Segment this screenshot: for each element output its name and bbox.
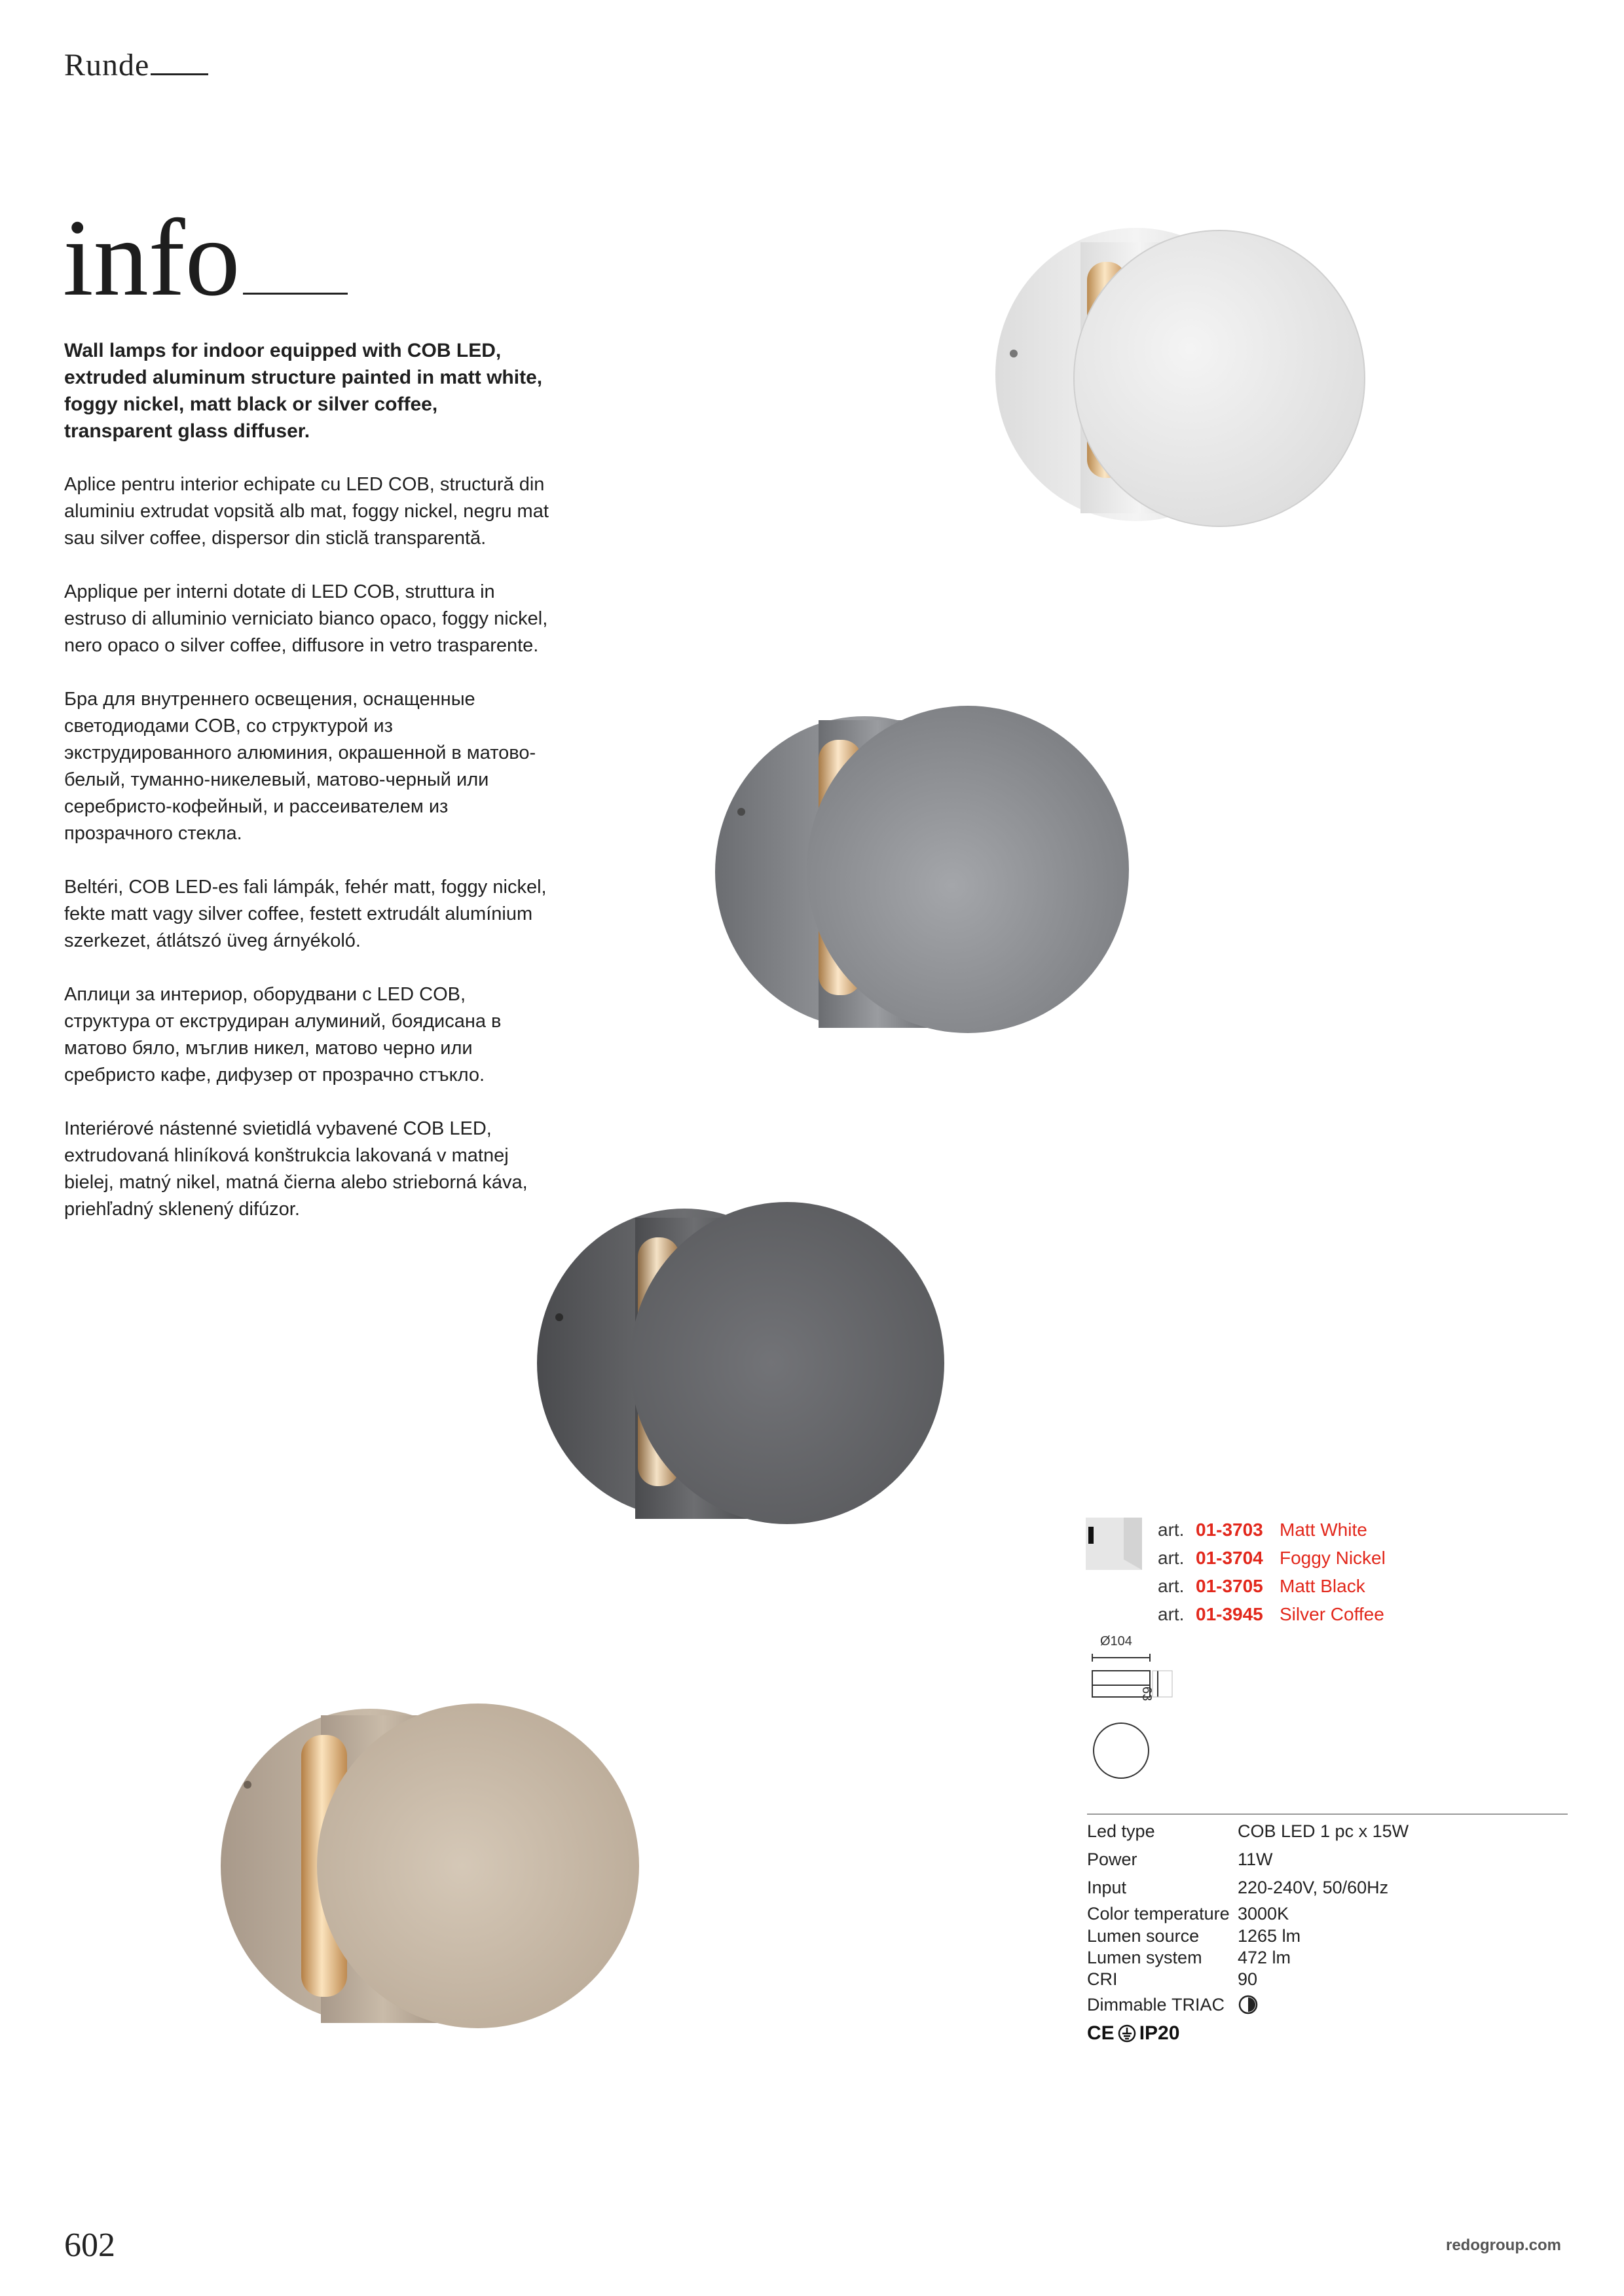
description-en: Wall lamps for indoor equipped with COB LED, extruded aluminum structure painted in matt white, foggy nickel, matt black or silver coffee, transparent glass diffuser. <box>64 340 543 442</box>
article-code: 01-3945 <box>1196 1604 1263 1624</box>
dimension-drawing <box>1087 1652 1192 1816</box>
article-finish: Silver Coffee <box>1280 1604 1384 1624</box>
dimension-diameter: Ø104 <box>1100 1634 1132 1649</box>
spec-row: CRI 90 <box>1087 1969 1258 1989</box>
dimension-depth: 63 <box>1139 1686 1154 1702</box>
specs-table <box>1087 1813 1568 2048</box>
ip-rating: IP20 <box>1139 2022 1180 2044</box>
spec-row: Lumen source 1265 lm <box>1087 1926 1301 1946</box>
certification-row <box>1087 2019 1568 2048</box>
ce-mark-icon: CE <box>1087 2022 1115 2044</box>
website-link[interactable]: redogroup.com <box>1445 2236 1561 2254</box>
description-bg: Аплици за интериор, оборудвани с LED COB, структура от екструдиран алуминий, боядисана в матово бяло, мъглив никел, матово черно или сребристо кафе, дифузер от прозрачно стъкло. <box>64 984 502 1085</box>
ground-icon <box>1117 2024 1137 2043</box>
article-code: 01-3705 <box>1196 1576 1263 1596</box>
article-code: 01-3703 <box>1196 1520 1263 1540</box>
description-hu: Beltéri, COB LED-es fali lámpák, fehér matt, foggy nickel, fekte matt vagy silver coffee, festett extrudált alumínium szerkezet, átlátszó üveg árnyékoló. <box>64 877 547 951</box>
description-sk: Interiérové nástenné svietidlá vybavené COB LED, extrudovaná hliníková konštrukcia lakovaná v matnej bielej, matný nikel, matná čierna alebo strieborná káva, priehľadný sklenený difúzor. <box>64 1118 528 1220</box>
description-block <box>64 337 549 1250</box>
spec-row: Input 220-240V, 50/60Hz <box>1087 1878 1389 1897</box>
spec-row: Led type COB LED 1 pc x 15W <box>1087 1821 1409 1841</box>
page-number: 602 <box>64 2227 115 2264</box>
article-row: art. 01-3704 Foggy Nickel <box>1086 1544 1386 1572</box>
spec-row: Power 11W <box>1087 1850 1273 1869</box>
lamp-image-foggy-nickel <box>707 694 1179 1087</box>
description-ro: Aplice pentru interior echipate cu LED COB, structură din aluminiu extrudat vopsită alb mat, foggy nickel, negru mat sau silver coffee, dispersor din sticlă transparentă. <box>64 474 549 549</box>
dimmer-icon <box>1238 1994 1259 2015</box>
article-finish: Matt Black <box>1280 1576 1365 1596</box>
article-finish: Foggy Nickel <box>1280 1548 1386 1568</box>
article-list <box>1086 1516 1386 1628</box>
article-finish: Matt White <box>1280 1520 1367 1540</box>
spec-row: Lumen system 472 lm <box>1087 1948 1291 1967</box>
description-ru: Бра для внутреннего освещения, оснащенные светодиодами COB, со структурой из экструдированного алюминия, окрашенной в матово-белый, туманно-никелевый, матово-черный или серебристо-кофейный, и рассеивателем из прозрачного стекла. <box>64 689 536 844</box>
lamp-image-matt-white <box>982 223 1401 615</box>
product-name: Runde <box>64 47 208 83</box>
article-row: art. 01-3705 Matt Black <box>1086 1572 1386 1600</box>
lamp-image-silver-coffee <box>216 1689 688 2056</box>
dimmable-row: Dimmable TRIAC <box>1087 1990 1568 2019</box>
lamp-image-matt-black <box>530 1192 1002 1584</box>
article-code: 01-3704 <box>1196 1548 1263 1568</box>
info-heading: info <box>63 203 348 313</box>
spec-row: Color temperature 3000K <box>1087 1904 1289 1923</box>
article-row: art. 01-3703 Matt White <box>1086 1516 1386 1544</box>
description-it: Applique per interni dotate di LED COB, struttura in estruso di alluminio verniciato bianco opaco, foggy nickel, nero opaco o silver coffee, diffusore in vetro trasparente. <box>64 581 548 656</box>
article-row: art. 01-3945 Silver Coffee <box>1086 1600 1386 1628</box>
